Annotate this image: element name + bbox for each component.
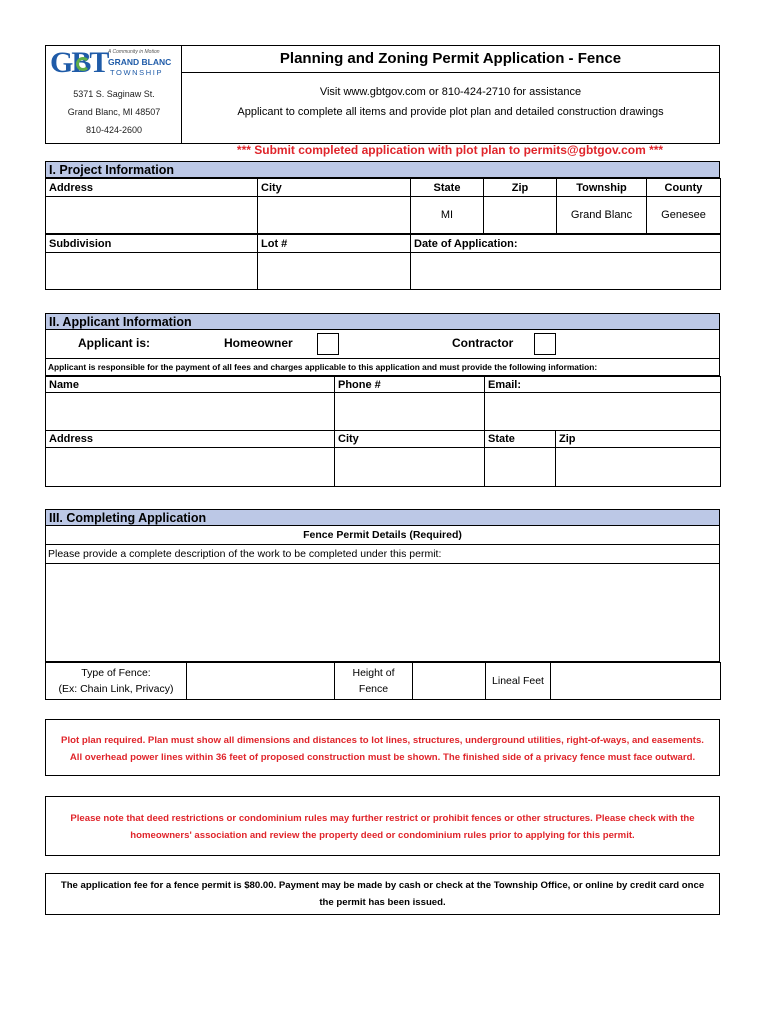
- lot-field[interactable]: [258, 253, 411, 290]
- fence-height-label: [335, 663, 413, 700]
- date-field[interactable]: [411, 253, 721, 290]
- fence-type-label-2: (Ex: Chain Link, Privacy): [58, 683, 174, 695]
- fence-height-label-2: Fence: [358, 683, 389, 695]
- section-project-information: [45, 161, 720, 290]
- subdivision-field[interactable]: [46, 253, 258, 290]
- date-label: Date of Application:: [411, 235, 721, 253]
- instruction-line: Applicant to complete all items and provide plot plan and detailed construction drawings: [237, 106, 664, 118]
- description-field[interactable]: [45, 564, 720, 662]
- contractor-label: Contractor: [452, 336, 514, 350]
- header-box: [45, 45, 720, 144]
- project-state-value: MI: [411, 197, 484, 234]
- fee-notice: [45, 873, 720, 915]
- zip-label: Zip: [484, 179, 557, 197]
- applicant-address-label: Address: [46, 431, 335, 448]
- contractor-checkbox[interactable]: [534, 333, 556, 355]
- project-city-field[interactable]: [258, 197, 411, 234]
- name-label: Name: [46, 377, 335, 393]
- project-info-table-2: [45, 234, 721, 290]
- applicant-zip-field[interactable]: [556, 448, 721, 487]
- fee-line-1: The application fee for a fence permit is $80.00. Payment may be made by cash or check at the Township Office, or online by credit card once: [60, 880, 705, 891]
- deed-restrictions-notice: [45, 796, 720, 856]
- logo-swoosh-icon: [76, 57, 90, 71]
- state-label: State: [411, 179, 484, 197]
- address-line: 5371 S. Saginaw St.: [73, 89, 155, 99]
- lineal-feet-field[interactable]: [551, 663, 721, 700]
- section-title: III. Completing Application: [45, 509, 720, 526]
- email-label: Email:: [485, 377, 721, 393]
- fence-type-label: [46, 663, 187, 700]
- project-info-table: [45, 178, 721, 234]
- county-label: County: [647, 179, 721, 197]
- logo-name-1: GRAND BLANC: [108, 57, 172, 67]
- project-address-field[interactable]: [46, 197, 258, 234]
- applicant-zip-label: Zip: [556, 431, 721, 448]
- page-title: Planning and Zoning Permit Application - Fence: [182, 46, 719, 73]
- plot-plan-line-2: All overhead power lines within 36 feet of proposed construction must be shown. The finished side of a privacy fence must face outward.: [69, 752, 696, 763]
- homeowner-checkbox[interactable]: [317, 333, 339, 355]
- section-title: I. Project Information: [45, 161, 720, 178]
- phone-label: Phone #: [335, 377, 485, 393]
- fence-details-title: Fence Permit Details (Required): [45, 526, 720, 545]
- applicant-city-label: City: [335, 431, 485, 448]
- section-completing-application: [45, 509, 720, 700]
- project-zip-field[interactable]: [484, 197, 557, 234]
- plot-plan-line-1: Plot plan required. Plan must show all dimensions and distances to lot lines, structures, underground utilities, right-of-ways, and easements.: [61, 735, 704, 746]
- description-prompt: Please provide a complete description of the work to be completed under this permit:: [45, 545, 720, 564]
- applicant-city-field[interactable]: [335, 448, 485, 487]
- lot-label: Lot #: [258, 235, 411, 253]
- applicant-table: [45, 376, 721, 487]
- phone-line: 810-424-2600: [85, 125, 143, 135]
- fence-height-field[interactable]: [413, 663, 486, 700]
- city-line: Grand Blanc, MI 48507: [67, 107, 161, 117]
- deed-line-1: Please note that deed restrictions or condominium rules may further restrict or prohibit fences or other structures. Please check with the: [70, 813, 695, 824]
- project-county-value: Genesee: [647, 197, 721, 234]
- responsibility-note: Applicant is responsible for the payment of all fees and charges applicable to this application and must provide the following information:: [45, 358, 720, 376]
- section-title: II. Applicant Information: [45, 313, 720, 330]
- logo-tagline: A Community in Motion: [108, 49, 160, 55]
- fee-line-2: the permit has been issued.: [319, 897, 446, 908]
- section-applicant-information: [45, 313, 720, 487]
- lineal-feet-label: Lineal Feet: [486, 663, 551, 700]
- township-logo: [50, 46, 178, 85]
- subdivision-label: Subdivision: [46, 235, 258, 253]
- fence-type-field[interactable]: [187, 663, 335, 700]
- address-label: Address: [46, 179, 258, 197]
- plot-plan-notice: [45, 719, 720, 776]
- township-label: Township: [557, 179, 647, 197]
- deed-line-2: homeowners' association and review the property deed or condominium rules prior to applying for this permit.: [130, 830, 635, 841]
- project-township-value: Grand Blanc: [557, 197, 647, 234]
- applicant-type-row: [45, 330, 720, 358]
- logo-name-2: TOWNSHIP: [110, 68, 164, 77]
- township-info-block: [46, 46, 182, 143]
- applicant-phone-field[interactable]: [335, 393, 485, 431]
- fence-height-label-1: Height of: [352, 667, 395, 679]
- applicant-state-field[interactable]: [485, 448, 556, 487]
- applicant-is-label: Applicant is:: [78, 336, 151, 350]
- assistance-line: Visit www.gbtgov.com or 810-424-2710 for assistance: [319, 86, 582, 98]
- homeowner-label: Homeowner: [224, 336, 293, 350]
- fence-type-label-1: Type of Fence:: [81, 667, 151, 679]
- applicant-name-field[interactable]: [46, 393, 335, 431]
- submit-instruction: *** Submit completed application with plot plan to permits@gbtgov.com ***: [236, 143, 664, 157]
- applicant-email-field[interactable]: [485, 393, 721, 431]
- applicant-address-field[interactable]: [46, 448, 335, 487]
- city-label: City: [258, 179, 411, 197]
- logo-mark: GBT: [50, 46, 108, 79]
- fence-details-table: [45, 662, 721, 700]
- applicant-state-label: State: [485, 431, 556, 448]
